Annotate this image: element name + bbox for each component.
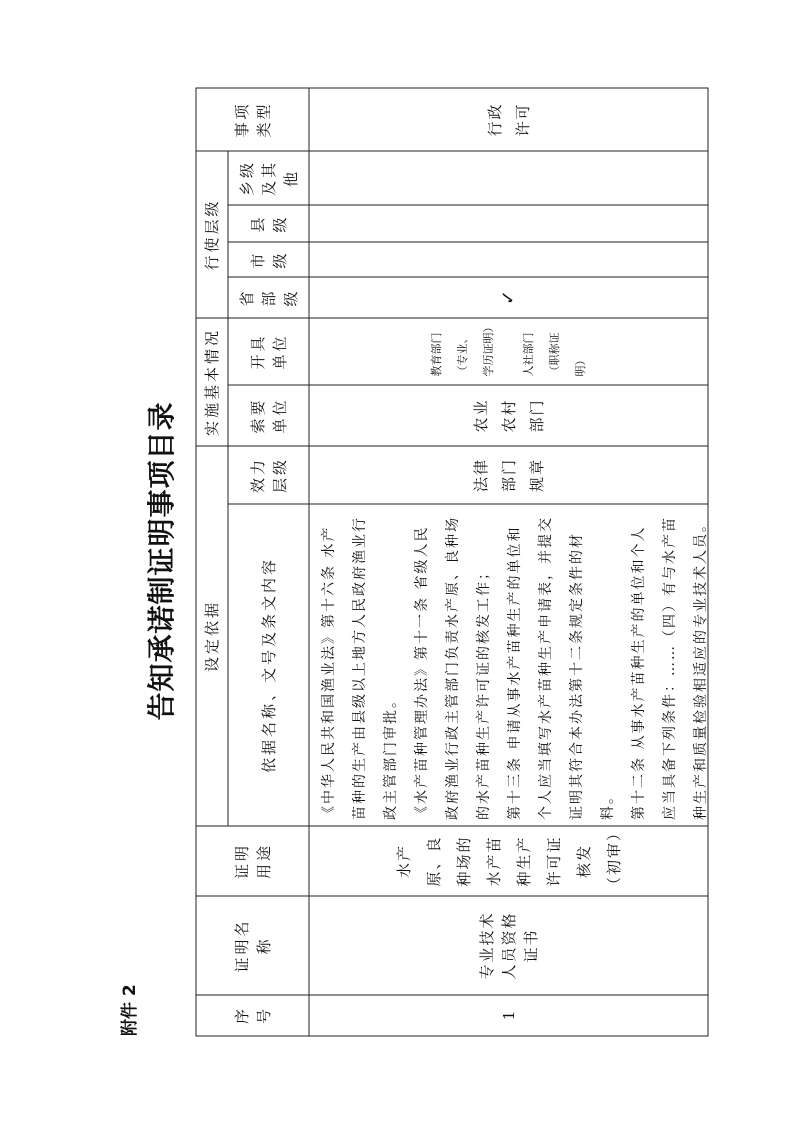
row-1-seq-value: 1 xyxy=(499,1010,518,1021)
header-basis-group xyxy=(196,446,228,826)
basis-paragraph: 第十三条 申请从事水产苗种生产的单位和个人应当填写水产苗种生产申请表，并提交证明其符合本办法第十二条规定条件的材料。 xyxy=(507,516,616,820)
header-purpose-label: 证明用途 xyxy=(232,842,273,879)
header-effect-level xyxy=(228,446,309,504)
basis-paragraph: 《水产苗种管理办法》第十一条 省级人民政府渔业行政主管部门负责水产原、良种场的水产苗种生产许可证的核发工作； xyxy=(414,516,492,820)
header-effect-level-label: 效力层级 xyxy=(248,456,289,493)
checkmark-icon: ✓ xyxy=(497,289,519,306)
row-1-requesting-unit xyxy=(309,385,708,446)
row-1-cert-name xyxy=(309,896,708,995)
header-impl-group-label: 实施基本情况 xyxy=(203,328,221,437)
header-city xyxy=(228,242,309,277)
row-1-basis xyxy=(312,504,709,826)
row-1-effect-level xyxy=(309,446,708,504)
header-cert-name-label: 证明名称 xyxy=(232,918,273,973)
header-issuing-unit xyxy=(228,318,309,385)
header-township-label: 乡级及其他 xyxy=(237,160,300,197)
row-1-item-type xyxy=(309,88,708,151)
row-1-city-mark xyxy=(309,242,708,277)
row-1-issuing-unit-2: 人社部门（职称证明） xyxy=(521,332,587,377)
header-county xyxy=(228,205,309,242)
row-1-county-mark xyxy=(309,205,708,242)
row-1-township-mark xyxy=(309,151,708,205)
document-title: 告知承诺制证明事项目录 xyxy=(145,401,178,721)
header-basis-content xyxy=(228,504,309,826)
row-1-requesting-unit-value: 农业农村部门 xyxy=(471,398,546,433)
header-province-label: 省部级 xyxy=(237,288,300,307)
header-issuing-unit-label: 开具单位 xyxy=(248,333,289,370)
header-level-group xyxy=(196,151,228,318)
header-basis-content-label: 依据名称、文号及条文内容 xyxy=(259,557,278,774)
row-1-issuing-unit xyxy=(309,318,708,385)
row-1-cert-name-value: 专业技术人员资格证书 xyxy=(477,911,540,980)
header-county-label: 县级 xyxy=(248,214,289,233)
header-requesting-unit-label: 索要单位 xyxy=(248,397,289,434)
header-basis-group-label: 设定依据 xyxy=(203,600,221,673)
header-impl-group xyxy=(196,318,228,446)
row-1-province-mark xyxy=(309,277,708,318)
basis-paragraph: 第十二条 从事水产苗种生产的单位和个人应当具备下列条件：……（四）有与水产苗种生产和质量检验相适应的专业技术人员。 xyxy=(631,516,709,820)
header-seq xyxy=(196,995,309,1036)
row-1-effect-level-value: 法律部门规章 xyxy=(471,458,546,493)
header-requesting-unit xyxy=(228,385,309,446)
header-township xyxy=(228,151,309,205)
basis-paragraph: 《中华人民共和国渔业法》第十六条 水产苗种的生产由县级以上地方人民政府渔业行政主管部门审批。 xyxy=(321,516,399,820)
row-1-purpose xyxy=(309,823,708,896)
row-1-seq xyxy=(309,995,708,1036)
row-1-issuing-unit-1: 教育部门（专业、学历证明） xyxy=(429,321,495,377)
header-level-group-label: 行使层级 xyxy=(203,198,221,271)
header-item-type-label: 事项类型 xyxy=(232,101,273,138)
header-item-type xyxy=(196,88,309,151)
attachment-label: 附件 2 xyxy=(120,984,140,1036)
header-seq-label: 序号 xyxy=(232,1007,273,1025)
row-1-purpose-value: 水产原、良种场的水产苗种生产许可证核发（初审） xyxy=(394,823,623,892)
header-city-label: 市级 xyxy=(248,250,289,269)
row-1-item-type-value: 行政许可 xyxy=(485,102,532,137)
header-province xyxy=(228,277,309,318)
header-purpose xyxy=(196,826,309,896)
header-cert-name xyxy=(196,896,309,995)
